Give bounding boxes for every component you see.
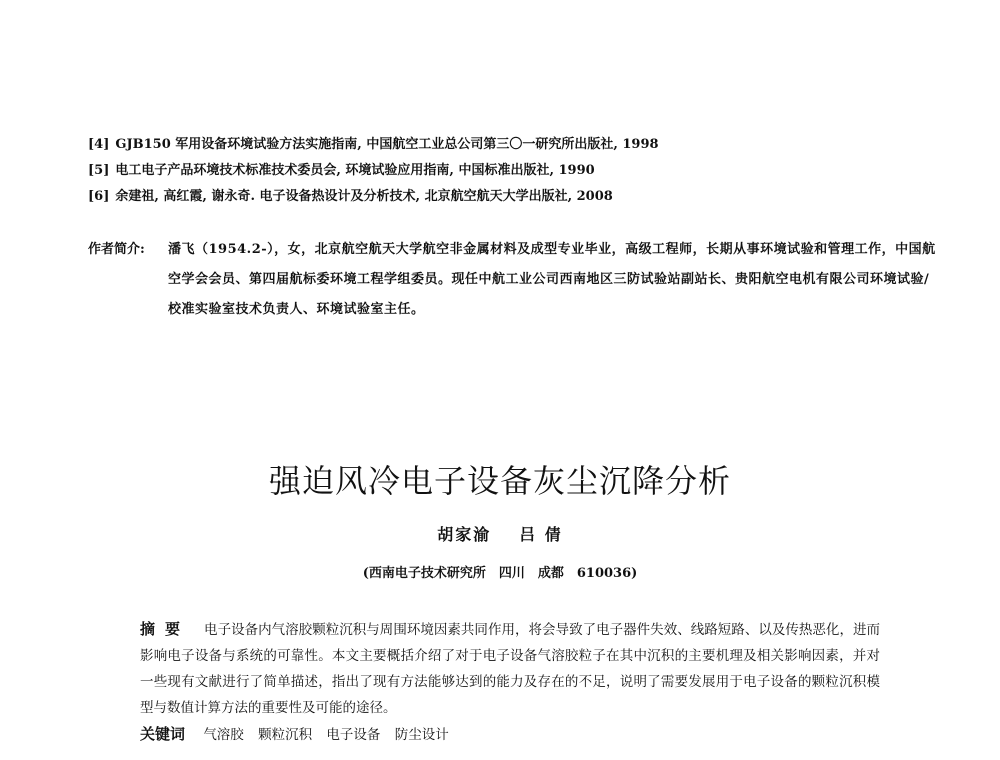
keywords: [140, 722, 880, 747]
reference-number: [4]: [88, 137, 110, 152]
reference-item: [88, 184, 948, 210]
author-name: 胡家渝: [437, 525, 492, 544]
reference-number: [5]: [88, 163, 110, 178]
author-bio: [88, 235, 938, 325]
reference-item: [88, 132, 948, 158]
reference-item: [88, 158, 948, 184]
author-affiliation: (西南电子技术研究所 四川 成都 610036): [362, 566, 638, 581]
reference-text: 余建祖, 高红霞, 谢永奇. 电子设备热设计及分析技术, 北京航空航天大学出版社, 2008: [115, 189, 613, 204]
keyword: 颗粒沉积: [258, 727, 313, 743]
abstract: [140, 616, 880, 721]
keyword: 防尘设计: [394, 727, 449, 743]
reference-text: 电工电子产品环境技术标准技术委员会, 环境试验应用指南, 中国标准出版社, 1990: [115, 163, 595, 178]
abstract-label: 摘要: [140, 620, 191, 638]
author-bio-text: 潘飞（1954.2-），女，北京航空航天大学航空非金属材料及成型专业毕业，高级工程师，长期从事环境试验和管理工作，中国航空学会会员、第四届航标委环境工程学组委员。现任中航工业公司西南地区三防试验站副站长、贵阳航空电机有限公司环境试验/校准实验室技术负责人、环境试验室主任。: [168, 242, 936, 317]
reference-text: GJB150 军用设备环境试验方法实施指南, 中国航空工业总公司第三〇一研究所出版社, 1998: [115, 137, 659, 152]
reference-list: [88, 132, 948, 210]
article-title: 强迫风冷电子设备灰尘沉降分析: [268, 462, 731, 500]
keywords-label: 关键词: [140, 725, 186, 743]
keyword: 电子设备: [326, 727, 381, 743]
article-authors: [0, 522, 1000, 545]
keyword: 气溶胶: [203, 727, 244, 743]
reference-number: [6]: [88, 189, 110, 204]
author-bio-label: 作者简介:: [88, 242, 145, 257]
author-name: 吕 倩: [519, 525, 563, 544]
abstract-text: 电子设备内气溶胶颗粒沉积与周围环境因素共同作用，将会导致了电子器件失效、线路短路、以及传热恶化，进而影响电子设备与系统的可靠性。本文主要概括介绍了对于电子设备气溶胶粒子在其中沉积的主要机理及相关影响因素，并对一些现有文献进行了简单描述，指出了现有方法能够达到的能力及存在的不足，说明了需要发展用于电子设备的颗粒沉积模型与数值计算方法的重要性及可能的途径。: [140, 622, 880, 716]
